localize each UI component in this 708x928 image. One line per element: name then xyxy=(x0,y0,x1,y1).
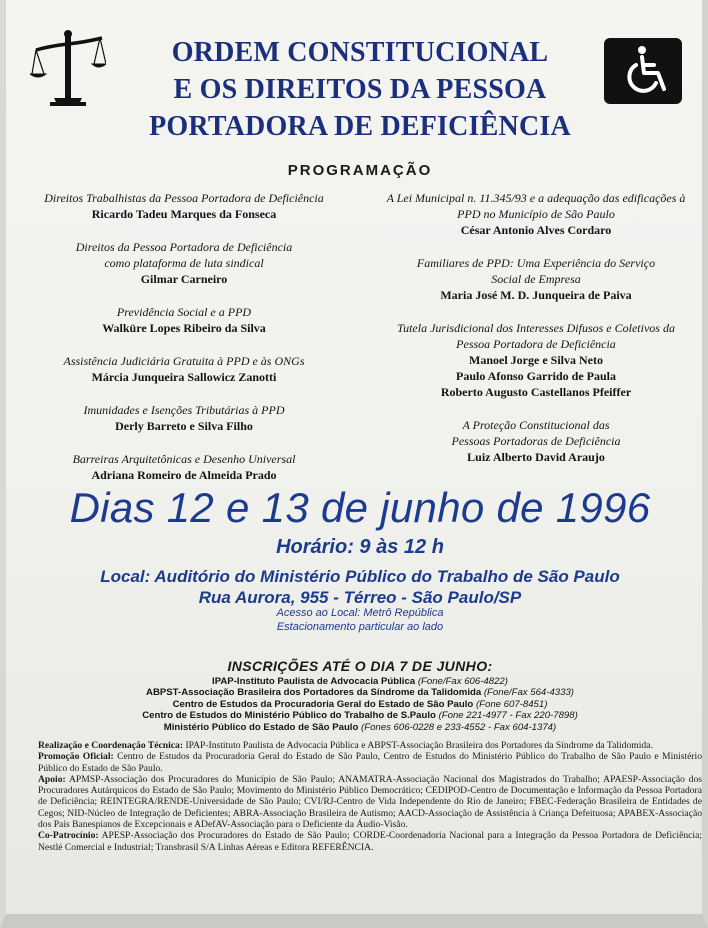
registration-phone: (Fone/Fax 564-4333) xyxy=(483,687,574,699)
program-speaker: Walküre Lopes Ribeiro da Silva xyxy=(102,321,266,335)
program-speaker: Paulo Afonso Garrido de Paula xyxy=(455,369,616,383)
program-speaker: Luiz Alberto David Araujo xyxy=(467,450,605,464)
program-item xyxy=(14,239,354,287)
registration-org: ABPST-Associação Brasileira dos Portadores da Síndrome da Talidomida xyxy=(146,687,482,699)
registration-org: Ministério Público do Estado de São Paulo xyxy=(163,721,359,733)
registration-phone: (Fone/Fax 606-4822) xyxy=(417,676,508,687)
program-item xyxy=(14,304,354,336)
title-line-2: E OS DIREITOS DA PESSOA xyxy=(173,74,547,105)
credits-text: APESP-Associação dos Procuradores do Estado de São Paulo; CORDE-Coordenadoria Nacional para a Integração da Pessoa Portadora de Deficiência; Nestlé Comercial e Industrial; Transbrasil S/A Linhas Aéreas e Editora REFERÊNCIA. xyxy=(38,830,702,853)
program-speaker: Gilmar Carneiro xyxy=(140,272,228,286)
program-topic: Imunidades e Isenções Tributárias à PPD xyxy=(83,403,285,417)
programacao-heading: PROGRAMAÇÃO xyxy=(287,162,433,179)
program-topic: Barreiras Arquitetônicas e Desenho Universal xyxy=(72,452,296,466)
registration-org: Centro de Estudos do Ministério Público do Trabalho de S.Paulo xyxy=(142,710,436,722)
credits-text: IPAP-Instituto Paulista de Advocacia Pública e ABPST-Associação Brasileira dos Portadores da Síndrome da Talidomida. xyxy=(185,740,653,751)
credits-label: Promoção Oficial: xyxy=(38,751,114,763)
credits-text: Centro de Estudos da Procuradoria Geral do Estado de São Paulo, Centro de Estudos do Ministério Público do Trabalho de São Paulo e Ministério Público do Estado de São Paulo. xyxy=(38,751,703,774)
credits-block xyxy=(38,740,702,853)
registration-entry xyxy=(6,699,708,710)
registration-org: Centro de Estudos da Procuradoria Geral do Estado de São Paulo xyxy=(172,698,474,710)
program-topic: A Lei Municipal n. 11.345/93 e a adequação das edificações à PPD no Município de São Paulo xyxy=(386,191,686,221)
registration-phone: (Fones 606-0228 e 233-4552 - Fax 604-1374) xyxy=(361,721,557,733)
title-line-1: ORDEM CONSTITUCIONAL xyxy=(171,37,549,68)
registration-org: IPAP-Instituto Paulista de Advocacia Pública xyxy=(212,676,416,687)
wheelchair-accessibility-logo xyxy=(604,38,682,104)
registration-entry xyxy=(6,722,708,733)
program-item xyxy=(14,190,354,222)
program-speaker: Derly Barreto e Silva Filho xyxy=(115,419,253,433)
event-access xyxy=(6,606,708,634)
program-speaker: Maria José M. D. Junqueira de Paiva xyxy=(440,288,632,302)
location-venue: Local: Auditório do Ministério Público do Trabalho de São Paulo xyxy=(100,567,620,586)
registration-phone: (Fone 607-8451) xyxy=(475,698,548,710)
program-speaker: Roberto Augusto Castellanos Pfeiffer xyxy=(440,385,632,399)
credits-promocao xyxy=(38,751,702,774)
program-topic: Direitos da Pessoa Portadora de Deficiência como plataforma de luta sindical xyxy=(75,240,293,270)
program-item xyxy=(366,190,706,238)
registration-phone: (Fone 221-4977 - Fax 220-7898) xyxy=(438,710,578,722)
registration-heading: INSCRIÇÕES ATÉ O DIA 7 DE JUNHO: xyxy=(227,658,493,674)
program-speaker: Manoel Jorge e Silva Neto xyxy=(469,353,603,367)
access-metro: Acesso ao Local: Metrô República xyxy=(276,607,444,619)
registration-entry xyxy=(6,676,708,687)
registration-entry xyxy=(6,687,708,698)
registration-list xyxy=(6,676,708,733)
location-address: Rua Aurora, 955 - Térreo - São Paulo/SP xyxy=(198,588,522,607)
credits-label: Apoio: xyxy=(38,773,66,785)
credits-copatrocinio xyxy=(38,830,702,853)
program-item xyxy=(14,402,354,434)
event-time: Horário: 9 às 12 h xyxy=(276,536,444,558)
program-topic: Previdência Social e a PPD xyxy=(116,305,252,319)
program-item xyxy=(366,255,706,303)
program-speaker: Adriana Romeiro de Almeida Prado xyxy=(91,468,277,482)
event-title xyxy=(114,34,606,145)
wheelchair-accessibility-icon xyxy=(612,43,674,99)
program-item xyxy=(14,353,354,385)
event-location xyxy=(6,566,708,608)
program-column-left xyxy=(14,190,354,500)
access-parking: Estacionamento particular ao lado xyxy=(276,621,444,633)
program-topic: Direitos Trabalhistas da Pessoa Portadora de Deficiência xyxy=(44,191,324,205)
program-item xyxy=(366,417,706,465)
program-speaker: Márcia Junqueira Sallowicz Zanotti xyxy=(91,370,277,384)
program-topic: A Proteção Constitucional das Pessoas Portadoras de Deficiência xyxy=(451,418,621,448)
program-speaker: César Antonio Alves Cordaro xyxy=(460,223,612,237)
scales-of-justice-icon xyxy=(30,28,106,106)
credits-label: Realização e Coordenação Técnica: xyxy=(38,740,184,751)
credits-apoio xyxy=(38,774,702,830)
program-topic: Tutela Jurisdicional dos Interesses Difusos e Coletivos da Pessoa Portadora de Deficiência xyxy=(397,321,675,351)
credits-label: Co-Patrocínio: xyxy=(38,830,99,842)
registration-entry xyxy=(6,710,708,721)
program-speaker: Ricardo Tadeu Marques da Fonseca xyxy=(91,207,277,221)
event-dates: Dias 12 e 13 de junho de 1996 xyxy=(69,484,651,531)
program-topic: Familiares de PPD: Uma Experiência do Serviço Social de Empresa xyxy=(416,256,656,286)
program-item xyxy=(14,451,354,483)
program-column-right xyxy=(366,190,706,482)
program-topic: Assistência Judiciária Gratuita à PPD e às ONGs xyxy=(63,354,305,368)
program-item xyxy=(366,320,706,400)
credits-realizacao xyxy=(38,740,702,751)
credits-text: APMSP-Associação dos Procuradores do Município de São Paulo; ANAMATRA-Associação Nacional dos Magistrados do Trabalho; APAESP-Associação dos Procuradores Autárquicos do Estado de São Paulo; Movimento do Ministério Público Democrático; CEDIPOD-Centro de Documentação e Informação da Pessoa Portadora de Deficiência; REINTEGRA/RENDE-Universidade de São Paulo; CVI/RJ-Centro de Vida Independente do Rio de Janeiro; FBEC-Federação Brasileira de Entidades de Cegos; NID-Núcleo de Integração de Deficientes; ABRA-Associação Brasileira de Autismo; AACD-Associação de Assistência à Criança Defeituosa; APABEX-Associação dos Pais Banespianos de Excepcionais e ADefAV-Associação para o Deficiente da Áudio-Visão. xyxy=(38,773,702,831)
title-line-3: PORTADORA DE DEFICIÊNCIA xyxy=(149,111,571,142)
